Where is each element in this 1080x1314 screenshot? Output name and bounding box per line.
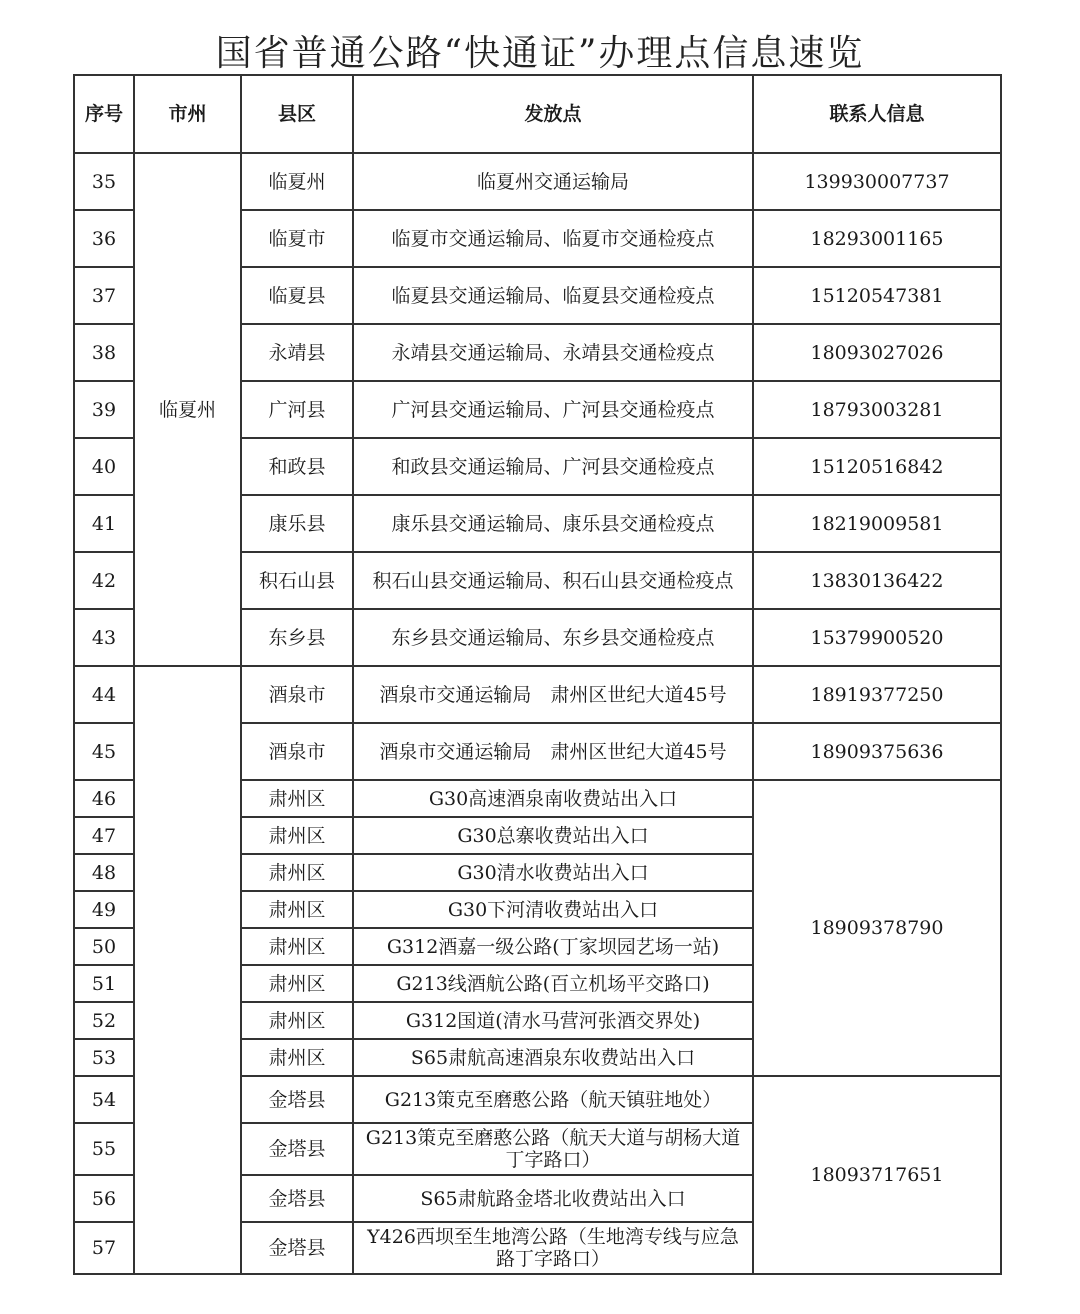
row-point: G213策克至磨憨公路（航天大道与胡杨大道丁字路口） xyxy=(353,1123,753,1175)
row-county: 永靖县 xyxy=(241,324,353,381)
row-county: 金塔县 xyxy=(241,1175,353,1222)
row-county: 肃州区 xyxy=(241,817,353,854)
row-point: G213线酒航公路(百立机场平交路口) xyxy=(353,965,753,1002)
row-seq: 39 xyxy=(74,381,134,438)
row-point: 临夏州交通运输局 xyxy=(353,153,753,210)
row-point: 临夏县交通运输局、临夏县交通检疫点 xyxy=(353,267,753,324)
row-county: 康乐县 xyxy=(241,495,353,552)
row-contact: 18793003281 xyxy=(753,381,1001,438)
row-seq: 47 xyxy=(74,817,134,854)
header-city: 市州 xyxy=(134,75,241,153)
row-point: 酒泉市交通运输局 肃州区世纪大道45号 xyxy=(353,723,753,780)
row-contact: 13830136422 xyxy=(753,552,1001,609)
row-point: G30总寨收费站出入口 xyxy=(353,817,753,854)
city-cell-linxia: 临夏州 xyxy=(134,153,241,666)
row-seq: 45 xyxy=(74,723,134,780)
row-county: 酒泉市 xyxy=(241,723,353,780)
row-contact: 18293001165 xyxy=(753,210,1001,267)
row-county: 肃州区 xyxy=(241,780,353,817)
row-seq: 40 xyxy=(74,438,134,495)
row-point: 东乡县交通运输局、东乡县交通检疫点 xyxy=(353,609,753,666)
row-county: 肃州区 xyxy=(241,854,353,891)
row-county: 肃州区 xyxy=(241,1039,353,1076)
table-row xyxy=(74,666,1001,723)
row-point: 和政县交通运输局、广河县交通检疫点 xyxy=(353,438,753,495)
row-county: 临夏县 xyxy=(241,267,353,324)
row-point: G312酒嘉一级公路(丁家坝园艺场一站) xyxy=(353,928,753,965)
header-contact: 联系人信息 xyxy=(753,75,1001,153)
row-seq: 49 xyxy=(74,891,134,928)
row-seq: 51 xyxy=(74,965,134,1002)
row-county: 金塔县 xyxy=(241,1123,353,1175)
row-county: 广河县 xyxy=(241,381,353,438)
row-point: 积石山县交通运输局、积石山县交通检疫点 xyxy=(353,552,753,609)
row-county: 金塔县 xyxy=(241,1076,353,1123)
table-header-row xyxy=(74,75,1001,153)
row-point: G30高速酒泉南收费站出入口 xyxy=(353,780,753,817)
header-county: 县区 xyxy=(241,75,353,153)
row-point: 永靖县交通运输局、永靖县交通检疫点 xyxy=(353,324,753,381)
info-table xyxy=(73,74,1002,1275)
page-title: 国省普通公路“快通证”办理点信息速览 xyxy=(215,33,865,74)
row-point: Y426西坝至生地湾公路（生地湾专线与应急路丁字路口） xyxy=(353,1222,753,1274)
row-seq: 35 xyxy=(74,153,134,210)
row-point: G30下河清收费站出入口 xyxy=(353,891,753,928)
row-county: 和政县 xyxy=(241,438,353,495)
row-point: S65肃航路金塔北收费站出入口 xyxy=(353,1175,753,1222)
row-seq: 53 xyxy=(74,1039,134,1076)
row-point: 广河县交通运输局、广河县交通检疫点 xyxy=(353,381,753,438)
row-seq: 55 xyxy=(74,1123,134,1175)
row-county: 东乡县 xyxy=(241,609,353,666)
row-county: 肃州区 xyxy=(241,891,353,928)
row-seq: 56 xyxy=(74,1175,134,1222)
row-contact: 18909375636 xyxy=(753,723,1001,780)
row-point: 酒泉市交通运输局 肃州区世纪大道45号 xyxy=(353,666,753,723)
row-contact: 15120547381 xyxy=(753,267,1001,324)
table-row xyxy=(74,153,1001,210)
row-point: 康乐县交通运输局、康乐县交通检疫点 xyxy=(353,495,753,552)
row-point: G213策克至磨憨公路（航天镇驻地处） xyxy=(353,1076,753,1123)
row-seq: 43 xyxy=(74,609,134,666)
row-point: S65肃航高速酒泉东收费站出入口 xyxy=(353,1039,753,1076)
row-seq: 41 xyxy=(74,495,134,552)
row-seq: 42 xyxy=(74,552,134,609)
row-seq: 46 xyxy=(74,780,134,817)
row-contact: 15120516842 xyxy=(753,438,1001,495)
row-county: 金塔县 xyxy=(241,1222,353,1274)
row-point: G312国道(清水马营河张酒交界处) xyxy=(353,1002,753,1039)
row-county: 临夏州 xyxy=(241,153,353,210)
row-seq: 38 xyxy=(74,324,134,381)
group-contact-suzhou: 18909378790 xyxy=(753,780,1001,1076)
city-cell-jiuquan xyxy=(134,666,241,1274)
row-point: 临夏市交通运输局、临夏市交通检疫点 xyxy=(353,210,753,267)
row-seq: 54 xyxy=(74,1076,134,1123)
row-seq: 52 xyxy=(74,1002,134,1039)
row-contact: 18919377250 xyxy=(753,666,1001,723)
row-county: 积石山县 xyxy=(241,552,353,609)
row-county: 肃州区 xyxy=(241,928,353,965)
row-seq: 37 xyxy=(74,267,134,324)
row-contact: 15379900520 xyxy=(753,609,1001,666)
row-county: 临夏市 xyxy=(241,210,353,267)
row-seq: 44 xyxy=(74,666,134,723)
row-county: 肃州区 xyxy=(241,965,353,1002)
row-contact: 13993000​7737 xyxy=(753,153,1001,210)
header-point: 发放点 xyxy=(353,75,753,153)
group-contact-jinta: 18093717651 xyxy=(753,1076,1001,1274)
row-county: 酒泉市 xyxy=(241,666,353,723)
row-seq: 50 xyxy=(74,928,134,965)
header-seq: 序号 xyxy=(74,75,134,153)
row-contact: 18219009581 xyxy=(753,495,1001,552)
row-seq: 48 xyxy=(74,854,134,891)
row-point: G30清水收费站出入口 xyxy=(353,854,753,891)
row-seq: 57 xyxy=(74,1222,134,1274)
row-seq: 36 xyxy=(74,210,134,267)
row-contact: 18093027026 xyxy=(753,324,1001,381)
row-county: 肃州区 xyxy=(241,1002,353,1039)
